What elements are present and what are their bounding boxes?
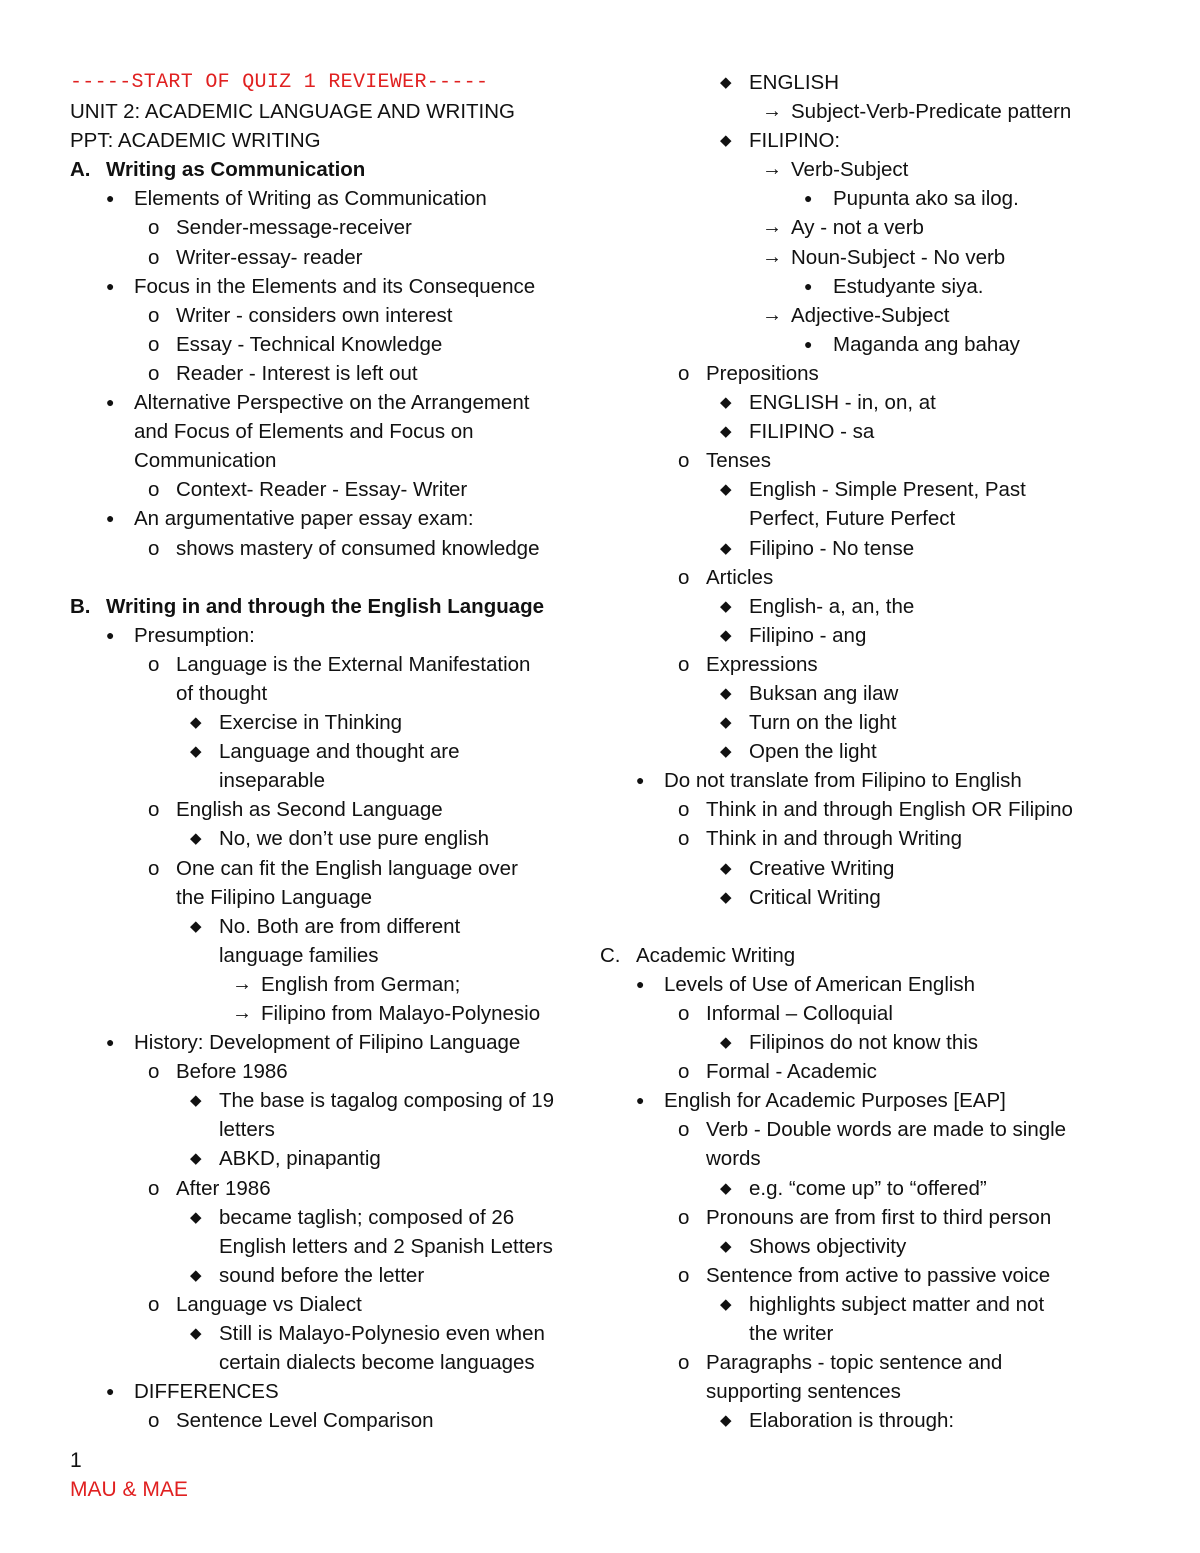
outline-text: Presumption: bbox=[134, 623, 255, 647]
outline-text: Think in and through Writing bbox=[706, 827, 963, 851]
outline-text: e.g. “come up” to “offered” bbox=[749, 1176, 987, 1200]
outline-text: ABKD, pinapantig bbox=[219, 1147, 381, 1171]
outline-text: English for Academic Purposes [EAP] bbox=[664, 1089, 1006, 1113]
outline-line bbox=[636, 1203, 1156, 1232]
outline-line bbox=[636, 650, 1156, 679]
bullet-dot-icon: ● bbox=[106, 190, 115, 207]
bullet-diamond-icon: ◆ bbox=[190, 1266, 202, 1284]
outline-text: Sentence from active to passive voice bbox=[706, 1263, 1051, 1287]
outline-text: Shows objectivity bbox=[749, 1234, 907, 1258]
outline-text: Alternative Perspective on the Arrangement bbox=[134, 391, 530, 415]
outline-line bbox=[636, 97, 1156, 126]
outline-text: ENGLISH - in, on, at bbox=[749, 391, 936, 415]
outline-text: Essay - Technical Knowledge bbox=[176, 332, 443, 356]
outline-line bbox=[70, 854, 610, 883]
outline-text: Articles bbox=[706, 565, 774, 589]
outline-line bbox=[636, 243, 1156, 272]
outline-text: English- a, an, the bbox=[749, 594, 915, 618]
outline-text: Filipino - ang bbox=[749, 623, 867, 647]
outline-text: ENGLISH bbox=[749, 71, 839, 94]
outline-line bbox=[70, 1174, 610, 1203]
bullet-diamond-icon: ◆ bbox=[190, 1092, 202, 1110]
outline-text: of thought bbox=[176, 681, 268, 705]
outline-text: and Focus of Elements and Focus on bbox=[134, 420, 474, 444]
outline-line bbox=[70, 621, 610, 650]
bullet-diamond-icon: ◆ bbox=[720, 684, 732, 702]
bullet-circle-icon: o bbox=[678, 1002, 690, 1025]
outline-line bbox=[70, 330, 610, 359]
outline-line bbox=[636, 359, 1156, 388]
outline-text: Estudyante siya. bbox=[833, 274, 984, 298]
bullet-arrow-icon: → bbox=[762, 158, 782, 181]
outline-text: After 1986 bbox=[176, 1176, 271, 1200]
outline-text: Prepositions bbox=[706, 361, 819, 385]
bullet-dot-icon: ● bbox=[636, 772, 645, 789]
outline-line bbox=[636, 883, 1156, 912]
outline-line bbox=[636, 1261, 1156, 1290]
bullet-circle-icon: o bbox=[678, 361, 690, 385]
outline-text: English letters and 2 Spanish Letters bbox=[219, 1234, 553, 1258]
bullet-arrow-icon: → bbox=[762, 100, 782, 123]
outline-line bbox=[636, 708, 1156, 737]
outline-line bbox=[636, 1174, 1156, 1203]
bullet-diamond-icon: ◆ bbox=[720, 888, 732, 906]
bullet-circle-icon: o bbox=[148, 1060, 160, 1084]
bullet-circle-icon: o bbox=[678, 1351, 690, 1375]
bullet-circle-icon: o bbox=[678, 449, 690, 473]
outline-text: Elaboration is through: bbox=[749, 1409, 955, 1433]
outline-text: Perfect, Future Perfect bbox=[749, 507, 956, 531]
outline-text: Subject-Verb-Predicate pattern bbox=[791, 100, 1072, 124]
bullet-diamond-icon: ◆ bbox=[720, 539, 732, 557]
outline-line bbox=[636, 475, 1156, 504]
bullet-dot-icon: ● bbox=[636, 975, 645, 992]
bullet-diamond-icon: ◆ bbox=[190, 917, 202, 935]
outline-text: Elements of Writing as Communication bbox=[134, 187, 487, 211]
bullet-circle-icon: o bbox=[678, 652, 690, 676]
outline-text: Do not translate from Filipino to English bbox=[664, 769, 1022, 793]
section-letter: B. bbox=[70, 594, 91, 618]
bullet-arrow-icon: → bbox=[762, 303, 782, 326]
outline-line bbox=[636, 1144, 1156, 1173]
outline-line bbox=[70, 1028, 610, 1057]
outline-line bbox=[636, 679, 1156, 708]
outline-line bbox=[70, 1144, 610, 1173]
outline-text: Expressions bbox=[706, 652, 818, 676]
bullet-dot-icon: ● bbox=[106, 510, 115, 527]
outline-line bbox=[70, 679, 610, 708]
outline-text: An argumentative paper essay exam: bbox=[134, 507, 474, 531]
bullet-diamond-icon: ◆ bbox=[720, 626, 732, 644]
outline-line bbox=[636, 417, 1156, 446]
outline-line bbox=[636, 1086, 1156, 1115]
outline-text: History: Development of Filipino Language bbox=[134, 1031, 521, 1055]
outline-text: FILIPINO: bbox=[749, 129, 841, 153]
outline-line bbox=[636, 1057, 1156, 1086]
outline-text: Communication bbox=[134, 449, 277, 473]
outline-line bbox=[636, 213, 1156, 242]
outline-line bbox=[70, 301, 610, 330]
outline-line bbox=[70, 824, 610, 853]
bullet-diamond-icon: ◆ bbox=[720, 1034, 732, 1052]
outline-text: the writer bbox=[749, 1322, 834, 1346]
outline-line bbox=[636, 766, 1156, 795]
outline-line bbox=[70, 97, 610, 126]
outline-text: Sentence Level Comparison bbox=[176, 1409, 434, 1433]
outline-text: Language is the External Manifestation bbox=[176, 652, 531, 676]
bullet-diamond-icon: ◆ bbox=[190, 1150, 202, 1168]
outline-line bbox=[636, 272, 1156, 301]
outline-line bbox=[70, 446, 610, 475]
outline-line bbox=[70, 650, 610, 679]
outline-line bbox=[636, 795, 1156, 824]
outline-line bbox=[70, 359, 610, 388]
outline-line bbox=[636, 824, 1156, 853]
outline-text: Verb - Double words are made to single bbox=[706, 1118, 1067, 1142]
outline-line bbox=[70, 155, 610, 184]
outline-line bbox=[70, 1348, 610, 1377]
outline-line bbox=[70, 184, 610, 213]
bullet-circle-icon: o bbox=[148, 1292, 160, 1316]
bullet-diamond-icon: ◆ bbox=[720, 859, 732, 877]
bullet-circle-icon: o bbox=[148, 332, 160, 356]
outline-text: certain dialects become languages bbox=[219, 1351, 535, 1375]
bullet-arrow-icon: → bbox=[232, 972, 252, 995]
bullet-circle-icon: o bbox=[148, 1409, 160, 1433]
outline-line bbox=[70, 213, 610, 242]
right-column bbox=[600, 68, 1156, 1435]
outline-line bbox=[636, 1232, 1156, 1261]
outline-line bbox=[70, 475, 610, 504]
bullet-dot-icon: ● bbox=[804, 277, 813, 294]
outline-text: Think in and through English OR Filipino bbox=[706, 798, 1073, 822]
outline-line bbox=[70, 1377, 610, 1406]
outline-text: Exercise in Thinking bbox=[219, 711, 403, 735]
bullet-circle-icon: o bbox=[148, 856, 160, 880]
outline-text: words bbox=[706, 1147, 761, 1171]
outline-text: Buksan ang ilaw bbox=[749, 681, 899, 705]
outline-text: Maganda ang bahay bbox=[833, 332, 1020, 356]
outline-text: Language and thought are bbox=[219, 740, 460, 764]
outline-line bbox=[636, 1028, 1156, 1057]
outline-text: -----START OF QUIZ 1 REVIEWER----- bbox=[70, 71, 489, 94]
bullet-circle-icon: o bbox=[678, 1205, 690, 1229]
outline-text: Writing as Communication bbox=[106, 158, 366, 182]
outline-text: Turn on the light bbox=[749, 711, 897, 735]
bullet-circle-icon: o bbox=[678, 1060, 690, 1084]
reviewer-header bbox=[70, 68, 610, 97]
outline-line bbox=[70, 388, 610, 417]
bullet-circle-icon: o bbox=[678, 827, 690, 851]
outline-text: Verb-Subject bbox=[791, 158, 909, 182]
outline-text: The base is tagalog composing of 19 bbox=[219, 1089, 555, 1113]
outline-line bbox=[70, 708, 610, 737]
bullet-circle-icon: o bbox=[678, 798, 690, 822]
outline-line bbox=[70, 1290, 610, 1319]
outline-line bbox=[636, 1348, 1156, 1377]
outline-line bbox=[70, 941, 610, 970]
bullet-diamond-icon: ◆ bbox=[720, 597, 732, 615]
bullet-diamond-icon: ◆ bbox=[190, 1208, 202, 1226]
bullet-dot-icon: ● bbox=[636, 1092, 645, 1109]
section-letter: A. bbox=[70, 158, 91, 182]
outline-text: shows mastery of consumed knowledge bbox=[176, 536, 540, 560]
outline-text: Pronouns are from first to third person bbox=[706, 1205, 1052, 1229]
outline-line bbox=[70, 504, 610, 533]
outline-line bbox=[636, 563, 1156, 592]
outline-text: Filipino from Malayo-Polynesio bbox=[261, 1002, 541, 1025]
bullet-diamond-icon: ◆ bbox=[720, 743, 732, 761]
outline-line bbox=[636, 301, 1156, 330]
outline-text: became taglish; composed of 26 bbox=[219, 1205, 515, 1229]
bullet-circle-icon: o bbox=[148, 216, 160, 240]
bullet-diamond-icon: ◆ bbox=[720, 1179, 732, 1197]
outline-text: No. Both are from different bbox=[219, 914, 461, 938]
outline-line bbox=[70, 970, 610, 999]
bullet-circle-icon: o bbox=[148, 361, 160, 385]
bullet-dot-icon: ● bbox=[106, 1383, 115, 1400]
outline-text: Open the light bbox=[749, 740, 877, 764]
outline-text: Formal - Academic bbox=[706, 1060, 877, 1084]
outline-text: English from German; bbox=[261, 972, 461, 996]
bullet-circle-icon: o bbox=[148, 478, 160, 502]
outline-line bbox=[636, 854, 1156, 883]
outline-line bbox=[70, 883, 610, 912]
left-column bbox=[70, 68, 610, 1435]
outline-text: Critical Writing bbox=[749, 885, 881, 909]
outline-line bbox=[636, 737, 1156, 766]
outline-line bbox=[600, 941, 1156, 970]
outline-text: Reader - Interest is left out bbox=[176, 361, 418, 385]
outline-text: Tenses bbox=[706, 449, 771, 473]
outline-line bbox=[636, 1115, 1156, 1144]
blank-line bbox=[636, 912, 1156, 941]
bullet-circle-icon: o bbox=[678, 1263, 690, 1287]
bullet-arrow-icon: → bbox=[762, 245, 782, 268]
outline-line bbox=[636, 1319, 1156, 1348]
outline-text: Context- Reader - Essay- Writer bbox=[176, 478, 468, 502]
bullet-diamond-icon: ◆ bbox=[720, 1237, 732, 1255]
outline-line bbox=[70, 1319, 610, 1348]
bullet-circle-icon: o bbox=[678, 565, 690, 589]
outline-text: Pupunta ako sa ilog. bbox=[833, 187, 1019, 211]
bullet-diamond-icon: ◆ bbox=[720, 132, 732, 150]
outline-line bbox=[70, 1115, 610, 1144]
outline-text: Adjective-Subject bbox=[791, 303, 950, 327]
bullet-circle-icon: o bbox=[678, 1118, 690, 1142]
outline-line bbox=[636, 330, 1156, 359]
outline-line bbox=[70, 1232, 610, 1261]
outline-text: letters bbox=[219, 1118, 275, 1142]
outline-text: supporting sentences bbox=[706, 1380, 901, 1404]
outline-text: Writing in and through the English Language bbox=[106, 594, 545, 618]
bullet-dot-icon: ● bbox=[804, 335, 813, 352]
bullet-dot-icon: ● bbox=[804, 190, 813, 207]
outline-line bbox=[70, 1086, 610, 1115]
outline-line bbox=[636, 1377, 1156, 1406]
outline-line bbox=[70, 737, 610, 766]
outline-line bbox=[70, 1203, 610, 1232]
outline-text: Academic Writing bbox=[636, 943, 796, 967]
outline-line bbox=[70, 1057, 610, 1086]
outline-text: Informal – Colloquial bbox=[706, 1002, 893, 1025]
bullet-circle-icon: o bbox=[148, 798, 160, 822]
outline-text: English as Second Language bbox=[176, 798, 443, 822]
outline-line bbox=[636, 155, 1156, 184]
outline-text: FILIPINO - sa bbox=[749, 420, 875, 444]
bullet-arrow-icon: → bbox=[232, 1002, 252, 1024]
outline-text: Language vs Dialect bbox=[176, 1292, 362, 1316]
bullet-circle-icon: o bbox=[148, 536, 160, 560]
bullet-dot-icon: ● bbox=[106, 1034, 115, 1051]
outline-line bbox=[636, 1406, 1156, 1435]
outline-text: Paragraphs - topic sentence and bbox=[706, 1351, 1003, 1375]
outline-line bbox=[636, 1290, 1156, 1319]
outline-text: sound before the letter bbox=[219, 1263, 425, 1287]
outline-text: One can fit the English language over bbox=[176, 856, 518, 880]
outline-line bbox=[636, 446, 1156, 475]
outline-text: Writer-essay- reader bbox=[176, 245, 363, 269]
outline-text: PPT: ACADEMIC WRITING bbox=[70, 129, 321, 153]
outline-text: inseparable bbox=[219, 769, 325, 793]
outline-text: Noun-Subject - No verb bbox=[791, 245, 1006, 269]
outline-text: DIFFERENCES bbox=[134, 1380, 279, 1404]
bullet-diamond-icon: ◆ bbox=[190, 743, 202, 761]
bullet-circle-icon: o bbox=[148, 1176, 160, 1200]
outline-text: highlights subject matter and not bbox=[749, 1292, 1045, 1316]
bullet-diamond-icon: ◆ bbox=[190, 714, 202, 732]
outline-line bbox=[70, 795, 610, 824]
outline-text: Sender-message-receiver bbox=[176, 216, 412, 240]
bullet-diamond-icon: ◆ bbox=[720, 423, 732, 441]
outline-text: No, we don’t use pure english bbox=[219, 827, 490, 851]
outline-text: language families bbox=[219, 943, 379, 967]
outline-text: Filipinos do not know this bbox=[749, 1031, 979, 1055]
outline-line bbox=[70, 534, 610, 563]
outline-line bbox=[70, 243, 610, 272]
outline-line bbox=[70, 417, 610, 446]
bullet-dot-icon: ● bbox=[106, 394, 115, 411]
outline-text: Levels of Use of American English bbox=[664, 972, 976, 996]
bullet-arrow-icon: → bbox=[762, 216, 782, 239]
bullet-circle-icon: o bbox=[148, 652, 160, 676]
outline-line bbox=[636, 621, 1156, 650]
bullet-dot-icon: ● bbox=[106, 626, 115, 643]
outline-text: English - Simple Present, Past bbox=[749, 478, 1026, 502]
footer-author: MAU & MAE bbox=[70, 1478, 188, 1501]
bullet-diamond-icon: ◆ bbox=[190, 830, 202, 848]
outline-line bbox=[70, 1261, 610, 1290]
outline-line bbox=[636, 592, 1156, 621]
bullet-diamond-icon: ◆ bbox=[720, 481, 732, 499]
bullet-circle-icon: o bbox=[148, 303, 160, 327]
outline-line bbox=[70, 912, 610, 941]
outline-text: Ay - not a verb bbox=[791, 216, 924, 240]
outline-text: Filipino - No tense bbox=[749, 536, 915, 560]
outline-line bbox=[636, 184, 1156, 213]
outline-text: Still is Malayo-Polynesio even when bbox=[219, 1322, 545, 1346]
outline-text: Writer - considers own interest bbox=[176, 303, 453, 327]
page-number: 1 bbox=[70, 1449, 82, 1472]
outline-line bbox=[636, 504, 1156, 533]
blank-line bbox=[70, 563, 610, 592]
bullet-diamond-icon: ◆ bbox=[720, 714, 732, 732]
outline-text: Focus in the Elements and its Consequence bbox=[134, 274, 536, 298]
outline-line bbox=[636, 999, 1156, 1028]
outline-line bbox=[636, 970, 1156, 999]
outline-line bbox=[70, 766, 610, 795]
outline-line bbox=[70, 999, 610, 1028]
outline-line bbox=[636, 126, 1156, 155]
outline-line bbox=[636, 68, 1156, 97]
bullet-dot-icon: ● bbox=[106, 277, 115, 294]
outline-line bbox=[70, 272, 610, 301]
outline-text: Before 1986 bbox=[176, 1060, 288, 1084]
bullet-diamond-icon: ◆ bbox=[720, 74, 732, 91]
outline-text: UNIT 2: ACADEMIC LANGUAGE AND WRITING bbox=[70, 100, 515, 124]
bullet-circle-icon: o bbox=[148, 245, 160, 269]
bullet-diamond-icon: ◆ bbox=[190, 1325, 202, 1343]
bullet-diamond-icon: ◆ bbox=[720, 394, 732, 412]
outline-text: Creative Writing bbox=[749, 856, 895, 880]
outline-line bbox=[70, 592, 610, 621]
bullet-diamond-icon: ◆ bbox=[720, 1295, 732, 1313]
section-letter: C. bbox=[600, 943, 621, 967]
outline-line bbox=[70, 126, 610, 155]
outline-line bbox=[70, 1406, 610, 1435]
outline-line bbox=[636, 534, 1156, 563]
outline-line bbox=[636, 388, 1156, 417]
bullet-diamond-icon: ◆ bbox=[720, 1412, 732, 1430]
outline-text: the Filipino Language bbox=[176, 885, 373, 909]
